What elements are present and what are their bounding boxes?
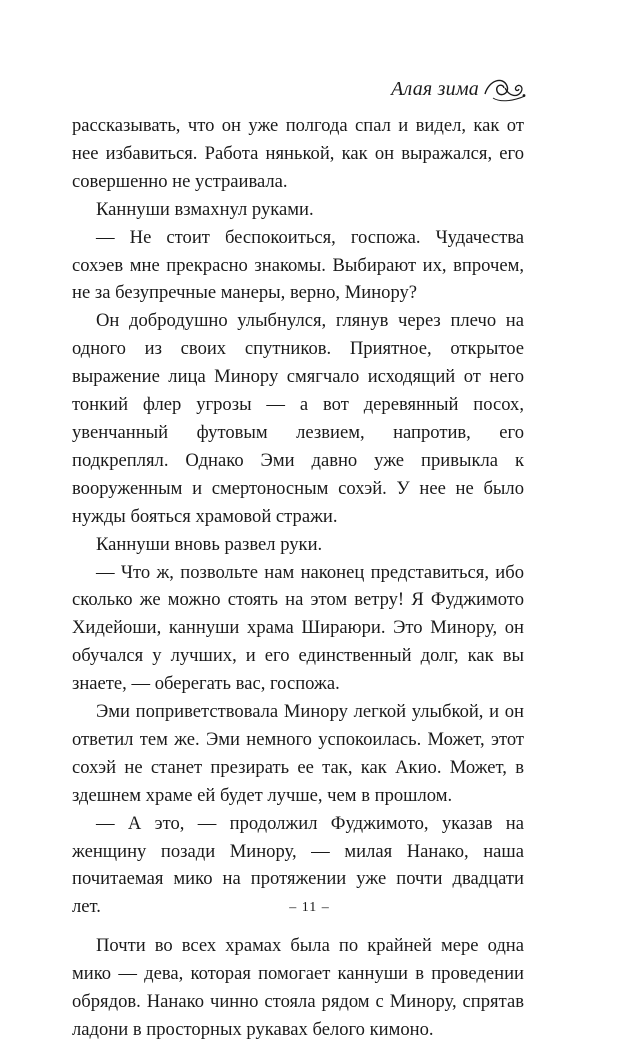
flourish-ornament-icon [483,74,527,104]
page-number: – 11 – [289,900,330,915]
dialogue-paragraph: — Что ж, позвольте нам наконец представиться, ибо сколько же можно стоять на этом ветру! Я Фуджимото Хидейоши, каннуши храма Шираюри. Это Минору, он обучался у лучших, и его единственный долг, как вы знаете, — оберегать вас, госпожа. [72,561,524,695]
running-head [391,74,527,104]
dialogue-paragraph: — А это, — продолжил Фуджимото, указав на женщину позади Минору, — милая Нанако, наша почитаемая мико на протяжении уже почти двадцати лет. [72,812,524,918]
paragraph: Он добродушно улыбнулся, глянув через плечо на одного из своих спутников. Приятное, открытое выражение лица Минору смягчало исходящий от него тонкий флер угрозы — а вот деревянный посох, увенчанный футовым лезвием, напротив, его подкреплял. Однако Эми давно уже привыкла к вооруженным и смертоносным сохэй. У нее не было нужды бояться храмовой стражи. [72,310,524,527]
paragraph: Каннуши взмахнул руками. [96,198,314,220]
paragraph: Эми поприветствовала Минору легкой улыбкой, и он ответил тем же. Эми немного успокоилась. Может, этот сохэй не станет презирать ее так, как Акио. Может, в здешнем храме ей будет лучше, чем в прошлом. [72,701,524,806]
paragraph: Каннуши вновь развел руки. [96,533,323,555]
dialogue-paragraph: — Не стоит беспокоиться, госпожа. Чудачества сохэев мне прекрасно знакомы. Выбирают их, впрочем, не за безупречные манеры, верно, Минору? [72,226,524,304]
paragraph: рассказывать, что он уже полгода спал и видел, как от нее избавиться. Работа нянькой, как он выражался, его совершенно не устраивала. [72,115,524,192]
running-head-title: Алая зима [391,77,479,100]
paragraph: Почти во всех храмах была по крайней мере одна мико — дева, которая помогает каннуши в проведении обрядов. Нанако чинно стояла рядом с Минору, спрятав ладони в просторных рукавах белого кимоно. [72,935,524,1040]
